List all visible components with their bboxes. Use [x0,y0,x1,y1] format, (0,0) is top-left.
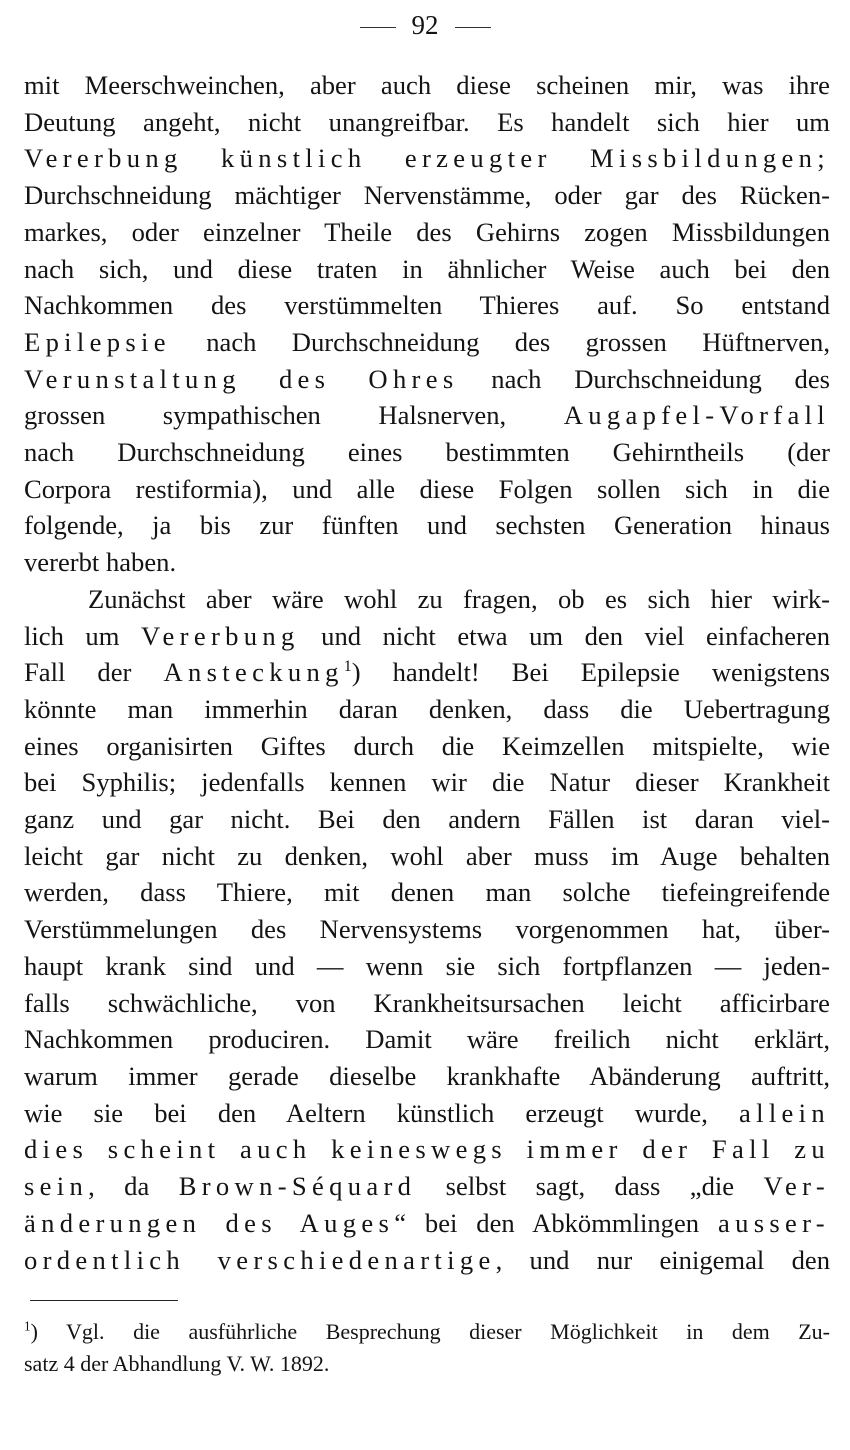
spaced-emphasis: Vererbung [140,620,300,651]
footnote-line [24,1316,830,1348]
text-line: mit Meerschweinchen, aber auch diese scheinen mir, was ihre [24,70,830,100]
text-run: ) handelt! Bei Epilepsie wenigstens [351,657,830,688]
text-line: nach sich, und diese traten in ähnlicher Weise auch bei den [24,253,830,284]
text-run: wie sie bei den Aeltern künstlich erzeugt wurde, [24,1097,739,1128]
text-line: ganz und gar nicht. Bei den andern Fällen ist daran viel- [24,804,830,835]
text-line: Corpora restiformia), und alle diese Folgen sollen sich in die [24,473,830,504]
header-dash-left [360,27,396,28]
text-line: haupt krank sind und — wenn sie sich fortpflanzen — jeden- [24,950,830,981]
text-line: nach Durchschneidung eines bestimmten Gehirntheils (der [24,437,830,468]
text-line [24,361,830,398]
text-line: werden, dass Thiere, mit denen man solche tiefeingreifende [24,877,830,908]
page-number [0,8,850,42]
text-line [24,618,830,655]
text-line: bei Syphilis; jedenfalls kennen wir die Natur dieser Krankheit [24,767,830,798]
text-line: markes, oder einzelner Theile des Gehirns zogen Missbildungen [24,216,830,247]
text-line [24,1168,830,1205]
spaced-emphasis: dies scheint auch keineswegs immer der Fall zu [24,1134,830,1165]
page-number-text: 92 [411,10,439,40]
text-line [24,140,830,177]
text-line [24,397,830,434]
text-line [24,1205,830,1242]
text-line [24,654,830,691]
spaced-emphasis: ordentlich verschiedenartige [24,1244,496,1275]
spaced-emphasis: allein [739,1097,830,1128]
text-line: folgende, ja bis zur fünften und sechsten Generation hinaus [24,510,830,541]
text-run: “ bei den Abkömmlingen [394,1207,718,1238]
text-line: Deutung angeht, nicht unangreifbar. Es handelt sich hier um [24,106,830,137]
spaced-emphasis: Epilepsie [24,326,171,357]
text-line: leicht gar nicht zu denken, wohl aber muss im Auge behalten [24,840,830,871]
text-run: grossen sympathischen Halsnerven, [24,400,564,431]
paragraph-start-line: Zunächst aber wäre wohl zu fragen, ob es sich hier wirk- [88,583,830,614]
text-line: Durchschneidung mächtiger Nervenstämme, oder gar des Rücken- [24,180,830,211]
text-run: lich um [24,620,141,651]
footnote-text: ) Vgl. die ausführliche Besprechung dieser Möglichkeit in dem Zu- [30,1319,830,1344]
footnote-separator [30,1300,178,1301]
text-line: Nachkommen des verstümmelten Thieres auf. So entstand [24,290,830,321]
text-line [24,1242,830,1279]
text-line [24,1131,830,1168]
spaced-emphasis: Verunstaltung des Ohres [24,363,459,394]
text-line: könnte man immerhin daran denken, dass die Uebertragung [24,693,830,724]
footnote-reference: 1 [343,658,352,676]
text-run: nach Durchschneidung des grossen Hüftnerven, [170,326,830,357]
text-run: Fall der [24,657,164,688]
spaced-emphasis: sein [24,1171,89,1202]
footnote [24,1316,830,1380]
text-run: und nicht etwa um den viel einfacheren [299,620,830,651]
text-line: warum immer gerade dieselbe krankhafte Abänderung auftritt, [24,1060,830,1091]
text-line: vererbt haben. [24,547,177,578]
text-run: , und nur einigemal den [495,1244,830,1275]
text-run: selbst sagt, dass „die [416,1171,764,1202]
text-line: eines organisirten Giftes durch die Keimzellen mitspielte, wie [24,730,830,761]
spaced-emphasis: Vererbung künstlich erzeugter Missbildungen; [24,143,830,174]
spaced-emphasis: ausser- [717,1207,830,1238]
footnote-marker: 1 [24,1318,31,1334]
spaced-emphasis: änderungen des Auges [24,1207,395,1238]
text-run: nach Durchschneidung des [458,363,830,394]
spaced-emphasis: Brown-Séquard [178,1171,417,1202]
spaced-emphasis: Augapfel-Vorfall [563,400,830,431]
text-line: Nachkommen produciren. Damit wäre freilich nicht erklärt, [24,1024,830,1055]
text-line [24,324,830,361]
text-line: falls schwächliche, von Krankheitsursachen leicht afficirbare [24,987,830,1018]
text-run: , da [88,1171,179,1202]
spaced-emphasis: Ver- [763,1171,830,1202]
text-line: Verstümmelungen des Nervensystems vorgenommen hat, über- [24,914,830,945]
spaced-emphasis: Ansteckung [163,657,344,688]
header-dash-right [455,27,491,28]
text-line [24,1095,830,1132]
body-text [24,67,830,1278]
footnote-line: satz 4 der Abhandlung V. W. 1892. [24,1351,330,1376]
